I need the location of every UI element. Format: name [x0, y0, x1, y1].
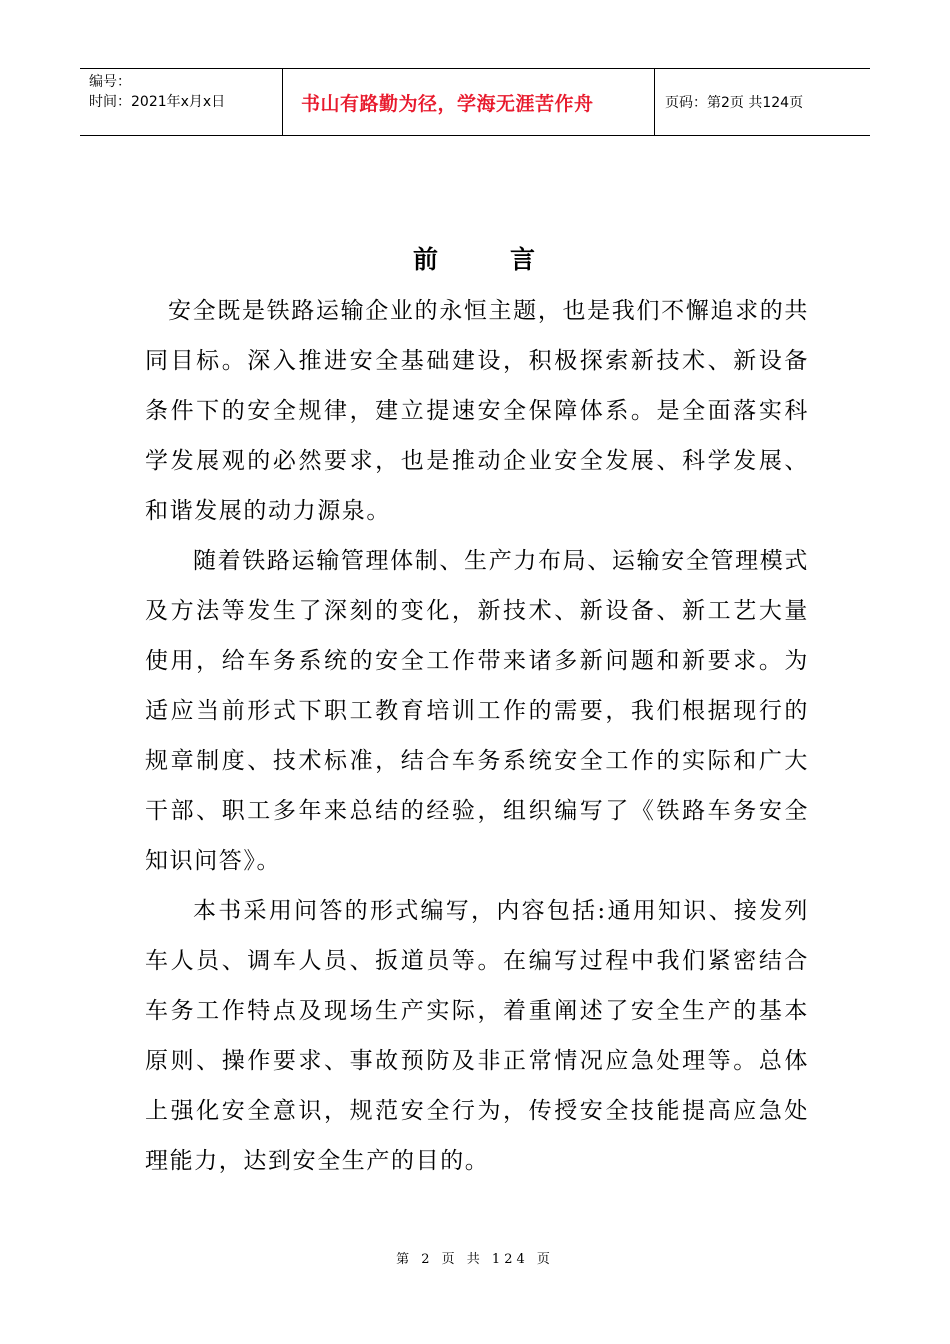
preface-body — [145, 286, 809, 1186]
page-title — [0, 240, 950, 276]
paragraph: 随着铁路运输管理体制、生产力布局、运输安全管理模式及方法等发生了深刻的变化，新技术、新设备、新工艺大量使用，给车务系统的安全工作带来诸多新问题和新要求。为适应当前形式下职工教育培训工作的需要，我们根据现行的规章制度、技术标准，结合车务系统安全工作的实际和广大干部、职工多年来总结的经验，组织编写了《铁路车务安全知识问答》。 — [145, 548, 809, 874]
header-motto: 书山有路勤为径，学海无涯苦作舟 — [282, 69, 655, 135]
time-label: 时间：2021年x月x日 — [89, 94, 226, 110]
number-label: 编号： — [89, 74, 131, 90]
title-char-2: 言 — [510, 245, 538, 274]
paragraph: 安全既是铁路运输企业的永恒主题，也是我们不懈追求的共同目标。深入推进安全基础建设，积极探索新技术、新设备条件下的安全规律，建立提速安全保障体系。是全面落实科学发展观的必然要求，也是推动企业安全发展、科学发展、和谐发展的动力源泉。 — [145, 298, 809, 524]
paragraph: 本书采用问答的形式编写，内容包括:通用知识、接发列车人员、调车人员、扳道员等。在编写过程中我们紧密结合车务工作特点及现场生产实际，着重阐述了安全生产的基本原则、操作要求、事故预防及非正常情况应急处理等。总体上强化安全意识，规范安全行为，传授安全技能提高应急处理能力，达到安全生产的目的。 — [145, 898, 809, 1174]
document-header — [80, 68, 870, 136]
title-char-1: 前 — [412, 245, 440, 274]
header-meta — [80, 69, 282, 135]
header-page-info: 页码：第2页 共124页 — [665, 95, 804, 111]
page-footer: 第 2 页 共 124 页 — [396, 1252, 554, 1267]
